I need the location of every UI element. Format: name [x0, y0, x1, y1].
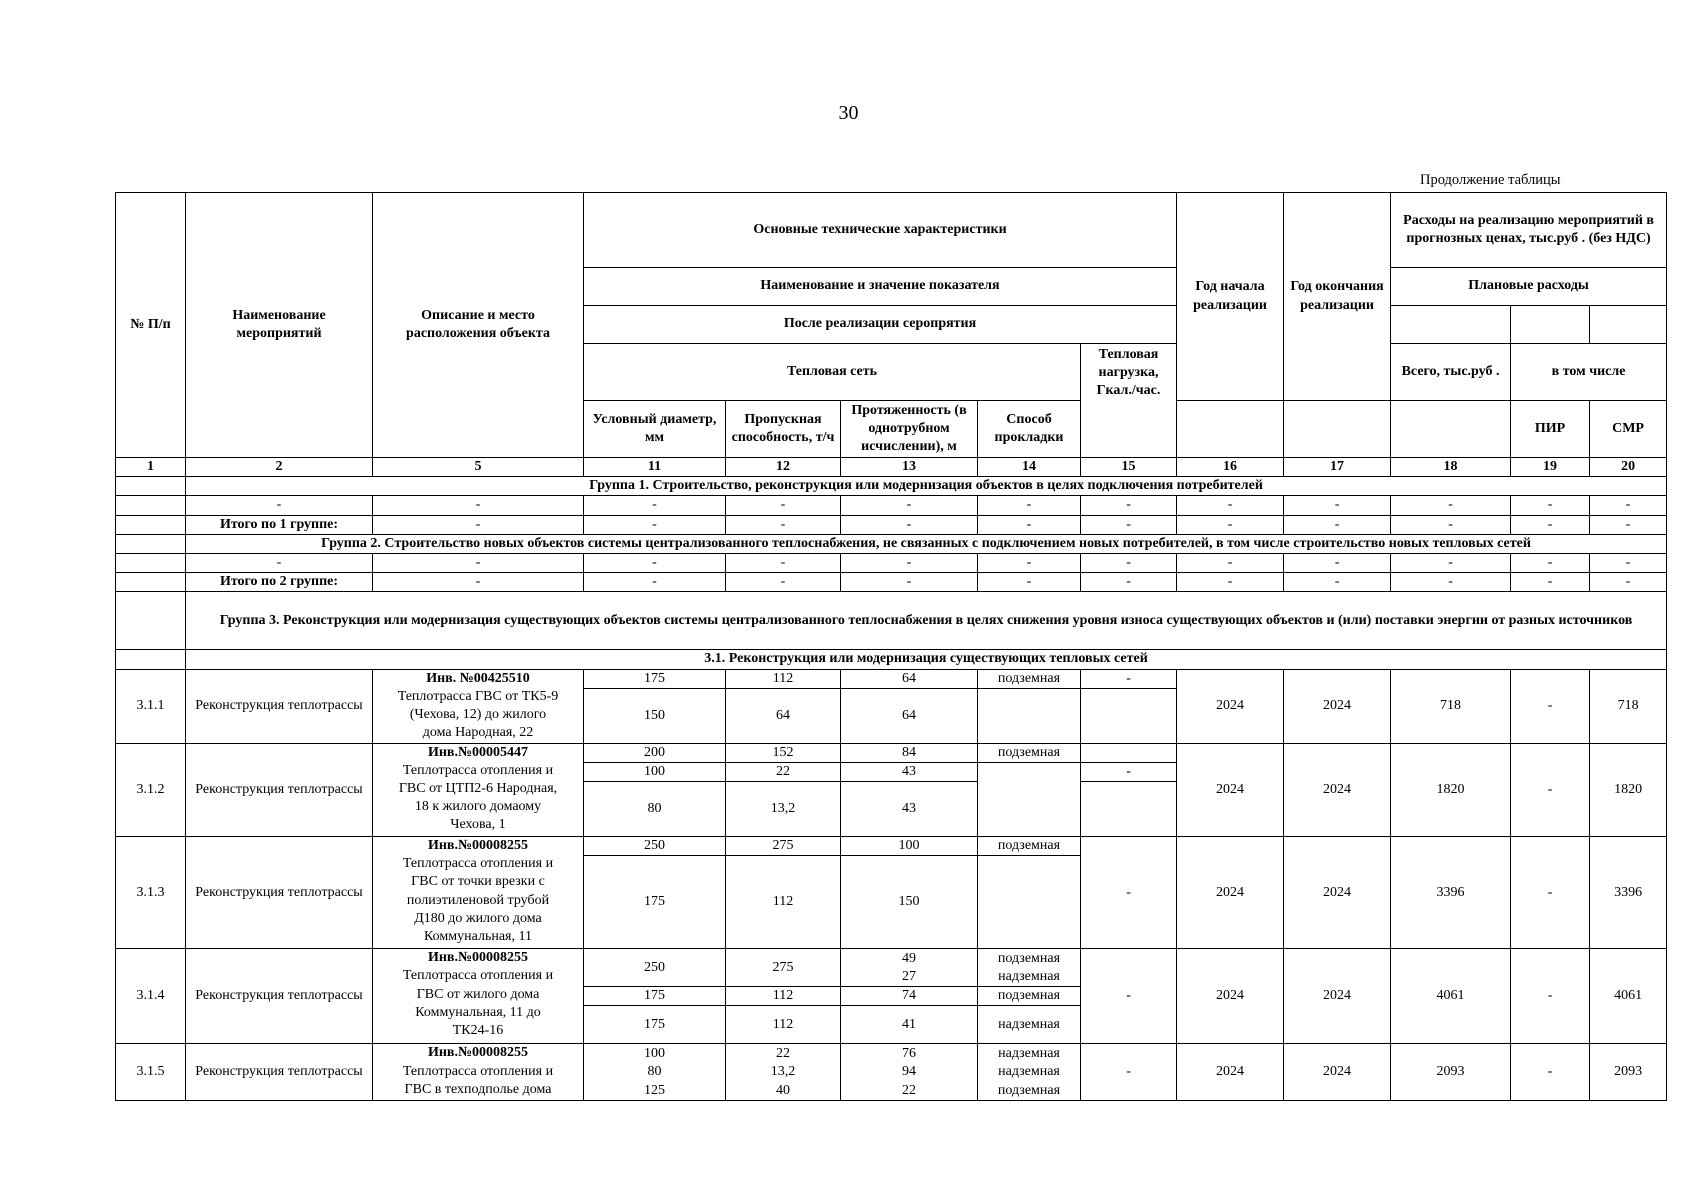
laying-value: надземная: [998, 968, 1060, 984]
group-1-total-label: Итого по 1 группе:: [186, 515, 373, 534]
pipe-capacity: 275: [726, 837, 841, 856]
pipe-diameter: 200: [584, 743, 726, 762]
description-line: Теплотрасса отопления и: [402, 1063, 554, 1079]
subgroup-3-1-title: 3.1. Реконструкция или модернизация существующих тепловых сетей: [186, 650, 1667, 669]
item-row: [116, 1044, 1667, 1101]
group-2-title: Группа 2. Строительство новых объектов системы централизованного теплоснабжения, не связанных с подключением новых потребителей, в том числе строительство новых тепловых сетей: [186, 534, 1667, 553]
capacity-value: 13,2: [770, 1064, 796, 1080]
dash: -: [1511, 515, 1590, 534]
end-year: 2024: [1284, 743, 1391, 836]
start-year: 2024: [1177, 1044, 1284, 1101]
dash: -: [1511, 553, 1590, 572]
inventory-number: Инв.№00008255: [427, 838, 529, 854]
column-number: 16: [1177, 458, 1284, 477]
start-year: 2024: [1177, 743, 1284, 836]
pipe-laying: [978, 688, 1081, 743]
header-blank: [1391, 306, 1511, 344]
dash: -: [1177, 515, 1284, 534]
column-number: 13: [841, 458, 978, 477]
column-number: 15: [1081, 458, 1177, 477]
dash: -: [1177, 573, 1284, 592]
dash: -: [726, 553, 841, 572]
pipe-length: 43: [841, 762, 978, 781]
header-pir: ПИР: [1511, 401, 1590, 458]
dash: -: [1590, 553, 1667, 572]
end-year: 2024: [1284, 837, 1391, 949]
costs-table: [115, 192, 1667, 1101]
dash: -: [978, 573, 1081, 592]
pipe-length: [841, 949, 978, 987]
dash: -: [1284, 573, 1391, 592]
end-year: 2024: [1284, 949, 1391, 1044]
column-numbers-row: [116, 458, 1667, 477]
smr-cost: 2093: [1590, 1044, 1667, 1101]
pir-cost: -: [1511, 1044, 1590, 1101]
column-number: 2: [186, 458, 373, 477]
description-line: ТК24-16: [452, 1023, 504, 1038]
dash: -: [978, 553, 1081, 572]
column-number: 18: [1391, 458, 1511, 477]
pipe-laying: [978, 782, 1081, 837]
description-line: Теплотрасса ГВС от ТК5-9: [397, 688, 559, 704]
capacity-value: 22: [776, 1046, 790, 1062]
laying-value: надземная: [998, 1064, 1060, 1080]
description-line: ГВС от ЦТП2-6 Народная,: [398, 781, 558, 797]
dash: -: [1081, 496, 1177, 515]
header-costs: Расходы на реализацию мероприятий в прогнозных ценах, тыс.руб . (без НДС): [1391, 193, 1667, 268]
dash: -: [1391, 573, 1511, 592]
item-number: 3.1.3: [116, 837, 186, 949]
pipe-diameter: 100: [584, 762, 726, 781]
start-year: 2024: [1177, 949, 1284, 1044]
header-indicator: Наименование и значение показателя: [584, 268, 1177, 306]
pipe-diameter: 175: [584, 1006, 726, 1044]
item-row: [116, 837, 1667, 856]
pipe-length: [841, 1044, 978, 1101]
dash: -: [186, 496, 373, 515]
pipe-laying: подземная: [978, 743, 1081, 762]
dash: -: [1391, 553, 1511, 572]
header-name: Наименование мероприятий: [186, 193, 373, 458]
continuation-note: Продолжение таблицы: [1420, 172, 1561, 188]
pipe-capacity: 112: [726, 1006, 841, 1044]
diameter-value: 100: [644, 1046, 665, 1062]
header-planned: Плановые расходы: [1391, 268, 1667, 306]
dash: -: [584, 573, 726, 592]
column-number: 19: [1511, 458, 1590, 477]
dash: -: [584, 515, 726, 534]
item-description: [373, 669, 584, 743]
smr-cost: 4061: [1590, 949, 1667, 1044]
column-number: 20: [1590, 458, 1667, 477]
pir-cost: -: [1511, 669, 1590, 743]
description-line: Коммунальная, 11 до: [415, 1004, 541, 1020]
diameter-value: 80: [647, 1064, 662, 1080]
pipe-length: 64: [841, 669, 978, 688]
header-diameter: Условный диаметр, мм: [584, 401, 726, 458]
dash: -: [1511, 496, 1590, 515]
header-load: Тепловая нагрузка, Гкал./час.: [1081, 344, 1177, 458]
description-line: Чехова, 1: [450, 817, 506, 833]
dash: -: [1590, 496, 1667, 515]
pipe-laying: надземная: [978, 1006, 1081, 1044]
dash: -: [1081, 573, 1177, 592]
heat-load: -: [1081, 837, 1177, 949]
dash: -: [1391, 496, 1511, 515]
dash: -: [1284, 515, 1391, 534]
pir-cost: -: [1511, 949, 1590, 1044]
pipe-length: 84: [841, 743, 978, 762]
description-line: Теплотрасса отопления и: [402, 762, 554, 778]
pipe-capacity: 112: [726, 856, 841, 949]
dash: -: [726, 496, 841, 515]
item-name: Реконструкция теплотрассы: [186, 1044, 373, 1101]
item-number: 3.1.2: [116, 743, 186, 836]
dash: -: [584, 496, 726, 515]
dash: -: [726, 573, 841, 592]
end-year: 2024: [1284, 669, 1391, 743]
laying-value: надземная: [998, 1046, 1060, 1062]
pipe-laying: [978, 1044, 1081, 1101]
dash: -: [584, 553, 726, 572]
item-description: [373, 743, 584, 836]
column-number: 12: [726, 458, 841, 477]
pipe-capacity: 13,2: [726, 782, 841, 837]
heat-load: -: [1081, 762, 1177, 781]
dash: -: [841, 573, 978, 592]
pipe-capacity: 64: [726, 688, 841, 743]
description-line: Теплотрасса отопления и: [402, 968, 554, 984]
header-network: Тепловая сеть: [584, 344, 1081, 401]
inventory-number: Инв.№00008255: [427, 950, 529, 966]
description-line: полиэтиленовой трубой: [406, 892, 550, 908]
header-num: № П/п: [116, 193, 186, 458]
length-value: 76: [902, 1046, 916, 1062]
group-3-title: Группа 3. Реконструкция или модернизация существующих объектов системы централизованного теплоснабжения в целях снижения уровня износа существующих объектов и (или) поставки энергии от разных источников: [186, 592, 1667, 650]
length-value: 22: [902, 1082, 916, 1098]
column-number: 17: [1284, 458, 1391, 477]
heat-load: [1081, 688, 1177, 743]
dash: -: [978, 515, 1081, 534]
item-name: Реконструкция теплотрассы: [186, 743, 373, 836]
header-blank: [1590, 306, 1667, 344]
dash: -: [726, 515, 841, 534]
item-row: [116, 743, 1667, 762]
capacity-value: 40: [776, 1082, 790, 1098]
description-line: Д180 до жилого дома: [414, 910, 542, 926]
pipe-capacity: 152: [726, 743, 841, 762]
group-2-total-label: Итого по 2 группе:: [186, 573, 373, 592]
total-cost: 718: [1391, 669, 1511, 743]
total-cost: 1820: [1391, 743, 1511, 836]
total-cost: 2093: [1391, 1044, 1511, 1101]
group-1-total-row: [116, 515, 1667, 534]
item-number: 3.1.1: [116, 669, 186, 743]
header-blank: [1284, 401, 1391, 458]
pipe-capacity: 275: [726, 949, 841, 987]
total-cost: 3396: [1391, 837, 1511, 949]
description-line: ГВС в техподполье дома: [404, 1081, 552, 1097]
pipe-laying: подземная: [978, 987, 1081, 1006]
end-year: 2024: [1284, 1044, 1391, 1101]
dash: -: [1081, 553, 1177, 572]
pipe-laying: подземная: [978, 669, 1081, 688]
dash: -: [373, 515, 584, 534]
item-number: 3.1.4: [116, 949, 186, 1044]
pipe-laying: [978, 762, 1081, 781]
dash: -: [1177, 553, 1284, 572]
pipe-capacity: [726, 1044, 841, 1101]
pipe-diameter: 175: [584, 987, 726, 1006]
description-line: ГВС от точки врезки с: [411, 874, 545, 890]
header-smr: СМР: [1590, 401, 1667, 458]
header-blank: [1177, 401, 1284, 458]
length-value: 94: [902, 1064, 916, 1080]
header-after: После реализации серопрятия: [584, 306, 1177, 344]
pipe-diameter: 80: [584, 782, 726, 837]
pipe-diameter: [584, 1044, 726, 1101]
pipe-length: 150: [841, 856, 978, 949]
dash: -: [1590, 515, 1667, 534]
pipe-length: 74: [841, 987, 978, 1006]
header-capacity: Пропускная способность, т/ч: [726, 401, 841, 458]
group-blank: [116, 650, 186, 669]
dash: -: [373, 573, 584, 592]
pipe-diameter: 175: [584, 669, 726, 688]
pir-cost: -: [1511, 743, 1590, 836]
item-name: Реконструкция теплотрассы: [186, 837, 373, 949]
dash: -: [373, 496, 584, 515]
description-line: Коммунальная, 11: [424, 929, 532, 944]
pipe-laying: подземная: [978, 837, 1081, 856]
column-number: 14: [978, 458, 1081, 477]
header-description: Описание и место расположения объекта: [373, 193, 584, 458]
pipe-laying: [978, 949, 1081, 987]
pir-cost: -: [1511, 837, 1590, 949]
pipe-capacity: 112: [726, 987, 841, 1006]
pipe-length: 43: [841, 782, 978, 837]
item-description: [373, 949, 584, 1044]
group-1-title: Группа 1. Строительство, реконструкция или модернизация объектов в целях подключения потребителей: [186, 477, 1667, 496]
pipe-length: 64: [841, 688, 978, 743]
description-line: дома Народная, 22: [422, 725, 534, 741]
header-start-year: Год начала реализации: [1177, 193, 1284, 401]
column-number: 1: [116, 458, 186, 477]
header-blank: [1511, 306, 1590, 344]
description-line: (Чехова, 12) до жилого: [409, 706, 547, 722]
total-cost: 4061: [1391, 949, 1511, 1044]
dash: -: [1284, 553, 1391, 572]
item-description: [373, 1044, 584, 1101]
header-end-year: Год окончания реализации: [1284, 193, 1391, 401]
smr-cost: 718: [1590, 669, 1667, 743]
start-year: 2024: [1177, 669, 1284, 743]
dash: -: [1284, 496, 1391, 515]
column-number: 5: [373, 458, 584, 477]
pipe-diameter: 175: [584, 856, 726, 949]
smr-cost: 3396: [1590, 837, 1667, 949]
header-including: в том числе: [1511, 344, 1667, 401]
dash: -: [373, 553, 584, 572]
group-blank: [116, 534, 186, 553]
header-length: Протяженность (в однотрубном исчислении), м: [841, 401, 978, 458]
dash: -: [841, 553, 978, 572]
inventory-number: Инв.№00008255: [427, 1045, 529, 1061]
heat-load: -: [1081, 669, 1177, 688]
heat-load: [1081, 743, 1177, 762]
smr-cost: 1820: [1590, 743, 1667, 836]
pipe-diameter: 250: [584, 837, 726, 856]
item-row: [116, 669, 1667, 688]
header-blank: [1391, 401, 1511, 458]
inventory-number: Инв.№00005447: [427, 744, 529, 760]
start-year: 2024: [1177, 837, 1284, 949]
pipe-length: 41: [841, 1006, 978, 1044]
item-name: Реконструкция теплотрассы: [186, 669, 373, 743]
length-value: 49: [902, 950, 916, 966]
heat-load: -: [1081, 1044, 1177, 1101]
length-value: 27: [902, 968, 916, 984]
dash: -: [1590, 573, 1667, 592]
dash: -: [1391, 515, 1511, 534]
page-number: 30: [838, 102, 859, 124]
header-total: Всего, тыс.руб .: [1391, 344, 1511, 401]
description-line: ГВС от жилого дома: [416, 986, 540, 1002]
pipe-capacity: 112: [726, 669, 841, 688]
dash: -: [1177, 496, 1284, 515]
dash: -: [841, 496, 978, 515]
dash: -: [1511, 573, 1590, 592]
laying-value: подземная: [997, 950, 1061, 966]
column-number: 11: [584, 458, 726, 477]
dash: -: [1081, 515, 1177, 534]
group-2-empty-row: [116, 553, 1667, 572]
pipe-capacity: 22: [726, 762, 841, 781]
laying-value: подземная: [997, 1082, 1061, 1098]
pipe-length: 100: [841, 837, 978, 856]
description-line: 18 к жилого домаому: [414, 799, 542, 815]
item-name: Реконструкция теплотрассы: [186, 949, 373, 1044]
heat-load: [1081, 782, 1177, 837]
dash: -: [978, 496, 1081, 515]
diameter-value: 125: [644, 1082, 665, 1098]
group-blank: [116, 592, 186, 650]
group-blank: [116, 477, 186, 496]
pipe-diameter: 250: [584, 949, 726, 987]
item-row: [116, 949, 1667, 987]
description-line: Теплотрасса отопления и: [402, 856, 554, 872]
group-1-empty-row: [116, 496, 1667, 515]
dash: -: [186, 553, 373, 572]
pipe-laying: [978, 856, 1081, 949]
group-2-total-row: [116, 573, 1667, 592]
item-number: 3.1.5: [116, 1044, 186, 1101]
header-tech: Основные технические характеристики: [584, 193, 1177, 268]
inventory-number: Инв. №00425510: [426, 670, 530, 686]
item-description: [373, 837, 584, 949]
header-laying: Способ прокладки: [978, 401, 1081, 458]
heat-load: -: [1081, 949, 1177, 1044]
pipe-diameter: 150: [584, 688, 726, 743]
dash: -: [841, 515, 978, 534]
